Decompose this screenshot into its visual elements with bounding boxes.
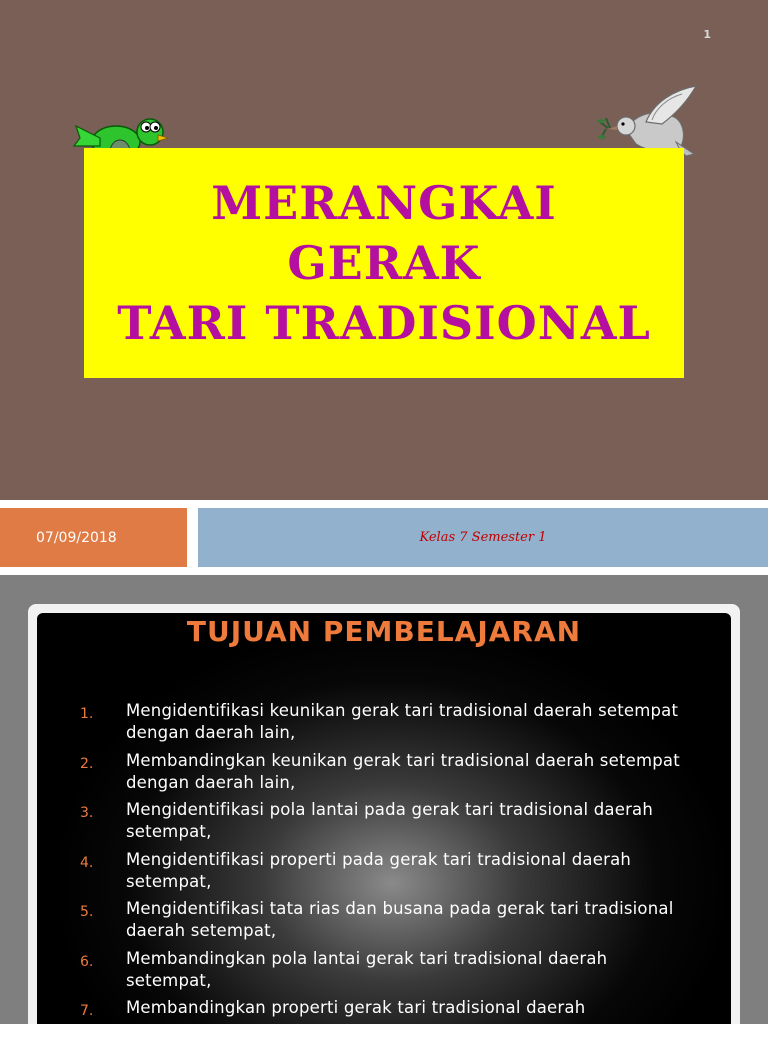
list-text: Mengidentifikasi pola lantai pada gerak tari tradisional daerah setempat, — [126, 800, 654, 841]
list-item — [0, 849, 768, 899]
list-number: 4. — [80, 854, 94, 871]
list-item — [0, 799, 768, 849]
list-text: Membandingkan keunikan gerak tari tradisional daerah setempat dengan daerah lain, — [126, 750, 680, 792]
title-box — [84, 148, 684, 378]
title-line-2: GERAK — [287, 236, 481, 290]
title-slide — [0, 0, 768, 500]
title-line-3: TARI TRADISIONAL — [117, 296, 651, 350]
list-item — [0, 997, 768, 1047]
list-text: Membandingkan properti gerak tari tradisional daerah — [126, 998, 586, 1017]
list-number: 3. — [80, 805, 94, 821]
objectives-list — [0, 700, 768, 1047]
list-number: 7. — [80, 1003, 94, 1019]
list-item — [0, 700, 768, 750]
date-label: 07/09/2018 — [0, 508, 187, 567]
list-item — [0, 898, 768, 948]
list-text: Mengidentifikasi tata rias dan busana pada gerak tari tradisional daerah setempat, — [126, 899, 674, 940]
list-item — [0, 750, 768, 800]
class-label-box — [198, 508, 768, 567]
page-number: 1 — [703, 28, 711, 41]
list-number: 6. — [80, 953, 94, 970]
list-item — [0, 948, 768, 998]
list-text: Mengidentifikasi keunikan gerak tari tradisional daerah setempat dengan daerah lain, — [126, 701, 679, 742]
objectives-heading: TUJUAN PEMBELAJARAN — [186, 615, 582, 648]
list-number: 1. — [80, 706, 94, 722]
class-label: Kelas 7 Semester 1 — [419, 530, 547, 545]
list-text: Membandingkan pola lantai gerak tari tradisional daerah setempat, — [126, 948, 608, 990]
title-line-1: MERANGKAI — [211, 176, 557, 230]
list-number: 2. — [80, 755, 94, 772]
list-number: 5. — [80, 904, 94, 920]
list-text: Mengidentifikasi properti pada gerak tari tradisional daerah setempat, — [126, 849, 632, 891]
